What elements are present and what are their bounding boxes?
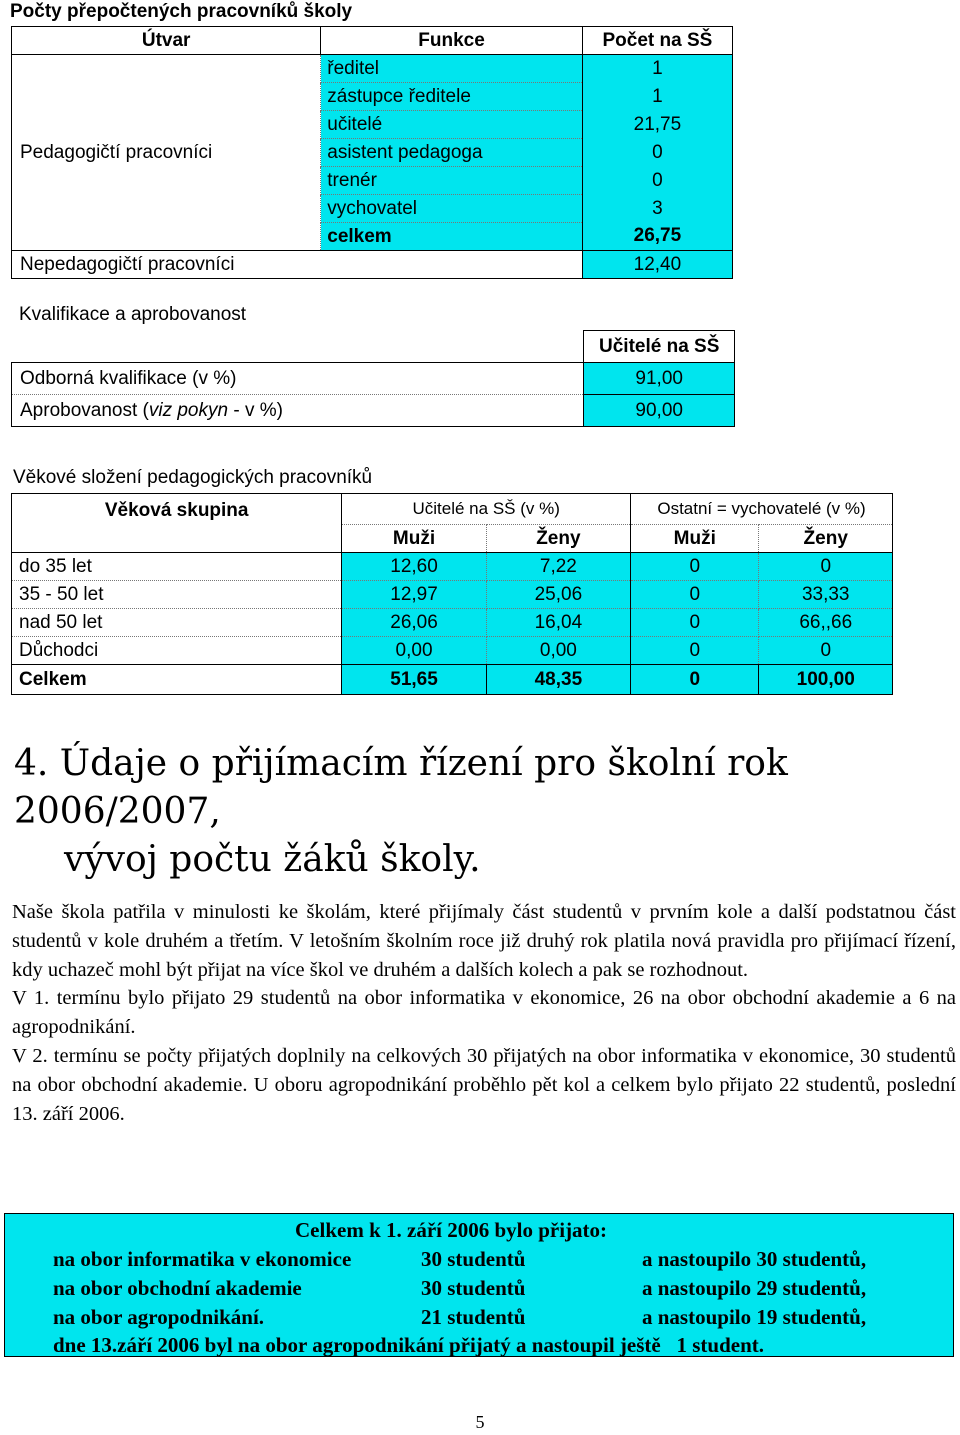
summary-last-line: dne 13.září 2006 byl na obor agropodnikání přijatý a nastoupil ještě 1 student. [53, 1333, 764, 1357]
heading-line-2: vývoj počtu žáků školy. [64, 839, 481, 880]
age-section-title: Věkové složení pedagogických pracovníků [13, 467, 373, 488]
function-cell: vychovatel [321, 195, 583, 223]
count-cell: 21,75 [582, 111, 732, 139]
function-header: Funkce [321, 27, 583, 55]
summary-enrolled: a nastoupilo 29 studentů, [642, 1276, 867, 1300]
count-cell: 3 [582, 195, 732, 223]
others-men-header: Muži [631, 525, 759, 553]
unit-header: Útvar [12, 27, 321, 55]
summary-admitted: 21 studentů [421, 1305, 526, 1329]
teachers-women-cell: 7,22 [486, 553, 630, 581]
paragraph: V 2. termínu se počty přijatých doplnily na celkových 30 přijatých na obor informatika v ekonomice, 30 studentů na obor obchodní akademie. U oboru agropodnikání proběhlo pět kol a celkem bylo přijato 22 studentů, poslední 13. září 2006. [12, 1044, 956, 1125]
summary-field: na obor informatika v ekonomice [53, 1247, 352, 1271]
summary-admitted: 30 studentů [421, 1247, 526, 1271]
others-women-total: 100,00 [759, 665, 893, 695]
qualification-table [11, 330, 735, 427]
others-women-header: Ženy [759, 525, 893, 553]
paragraph: Naše škola patřila v minulosti ke školám, které přijímaly část studentů v prvním kole a další podstatnou část studentů v kole druhém a třetím. V letošním školním roce již druhý rok platila nová pravidla pro přijímací řízení, kdy uchazeč mohl být přijat na více škol ve druhém a dalších kolech a pak se rozhodnout. [12, 901, 956, 981]
admission-summary-box [4, 1213, 954, 1357]
teachers-women-cell: 0,00 [486, 637, 630, 665]
age-group-cell: Důchodci [12, 637, 342, 665]
others-men-cell: 0 [631, 553, 759, 581]
summary-title: Celkem k 1. září 2006 bylo přijato: [295, 1218, 608, 1242]
age-group-cell: 35 - 50 let [12, 581, 342, 609]
count-total-cell: 26,75 [582, 223, 732, 251]
age-group-header: Věková skupina [12, 494, 342, 553]
teachers-women-cell: 16,04 [486, 609, 630, 637]
summary-admitted: 30 studentů [421, 1276, 526, 1300]
empty-cell [12, 331, 584, 363]
qualification-value: 91,00 [584, 363, 735, 395]
total-group-cell: Celkem [12, 665, 342, 695]
page-number: 5 [475, 1412, 485, 1432]
count-header: Počet na SŠ [582, 27, 732, 55]
age-group-cell: nad 50 let [12, 609, 342, 637]
approbation-value: 90,00 [584, 395, 735, 427]
teachers-men-cell: 0,00 [342, 637, 486, 665]
staff-table [11, 26, 733, 279]
teachers-women-total: 48,35 [486, 665, 630, 695]
teachers-men-header: Muži [342, 525, 486, 553]
summary-enrolled: a nastoupilo 19 studentů, [642, 1305, 867, 1329]
count-cell: 1 [582, 83, 732, 111]
teachers-men-cell: 26,06 [342, 609, 486, 637]
approbation-label-suffix: - v %) [228, 399, 283, 421]
count-cell: 0 [582, 139, 732, 167]
others-pct-header: Ostatní = vychovatelé (v %) [631, 494, 893, 525]
admission-text [12, 898, 956, 1128]
staff-section-title: Počty přepočtených pracovníků školy [10, 1, 353, 22]
section-4-heading [14, 740, 960, 884]
paragraph: V 1. termínu bylo přijato 29 studentů na obor informatika v ekonomice, 26 na obor obchodní akademie a 6 na agropodnikání. [12, 987, 956, 1039]
function-cell: trenér [321, 167, 583, 195]
others-men-cell: 0 [631, 637, 759, 665]
nonped-count-cell: 12,40 [582, 251, 732, 279]
others-men-total: 0 [631, 665, 759, 695]
function-cell: zástupce ředitele [321, 83, 583, 111]
teachers-men-cell: 12,97 [342, 581, 486, 609]
summary-enrolled: a nastoupilo 30 studentů, [642, 1247, 867, 1271]
others-women-cell: 33,33 [759, 581, 893, 609]
qualification-label: Odborná kvalifikace (v %) [12, 363, 584, 395]
others-men-cell: 0 [631, 581, 759, 609]
heading-line-1: 4. Údaje o přijímacím řízení pro školní rok 2006/2007, [14, 743, 788, 832]
function-cell: učitelé [321, 111, 583, 139]
qualification-section-title: Kvalifikace a aprobovanost [19, 304, 247, 325]
teachers-pct-header: Učitelé na SŠ (v %) [342, 494, 631, 525]
ped-staff-label: Pedagogičtí pracovníci [12, 55, 321, 251]
others-women-cell: 66,,66 [759, 609, 893, 637]
approbation-label-italic: viz pokyn [148, 399, 229, 421]
function-total-cell: celkem [321, 223, 583, 251]
teachers-men-total: 51,65 [342, 665, 486, 695]
approbation-label-prefix: Aprobovanost ( [20, 399, 149, 421]
teachers-women-header: Ženy [486, 525, 630, 553]
age-group-cell: do 35 let [12, 553, 342, 581]
age-table [11, 493, 893, 695]
nonped-staff-label: Nepedagogičtí pracovníci [12, 251, 583, 279]
summary-field: na obor agropodnikání. [53, 1305, 265, 1329]
function-cell: ředitel [321, 55, 583, 83]
count-cell: 1 [582, 55, 732, 83]
teachers-header: Učitelé na SŠ [584, 331, 735, 363]
teachers-women-cell: 25,06 [486, 581, 630, 609]
summary-field: na obor obchodní akademie [53, 1276, 302, 1300]
others-women-cell: 0 [759, 637, 893, 665]
others-women-cell: 0 [759, 553, 893, 581]
count-cell: 0 [582, 167, 732, 195]
approbation-label [12, 395, 584, 427]
teachers-men-cell: 12,60 [342, 553, 486, 581]
function-cell: asistent pedagoga [321, 139, 583, 167]
others-men-cell: 0 [631, 609, 759, 637]
